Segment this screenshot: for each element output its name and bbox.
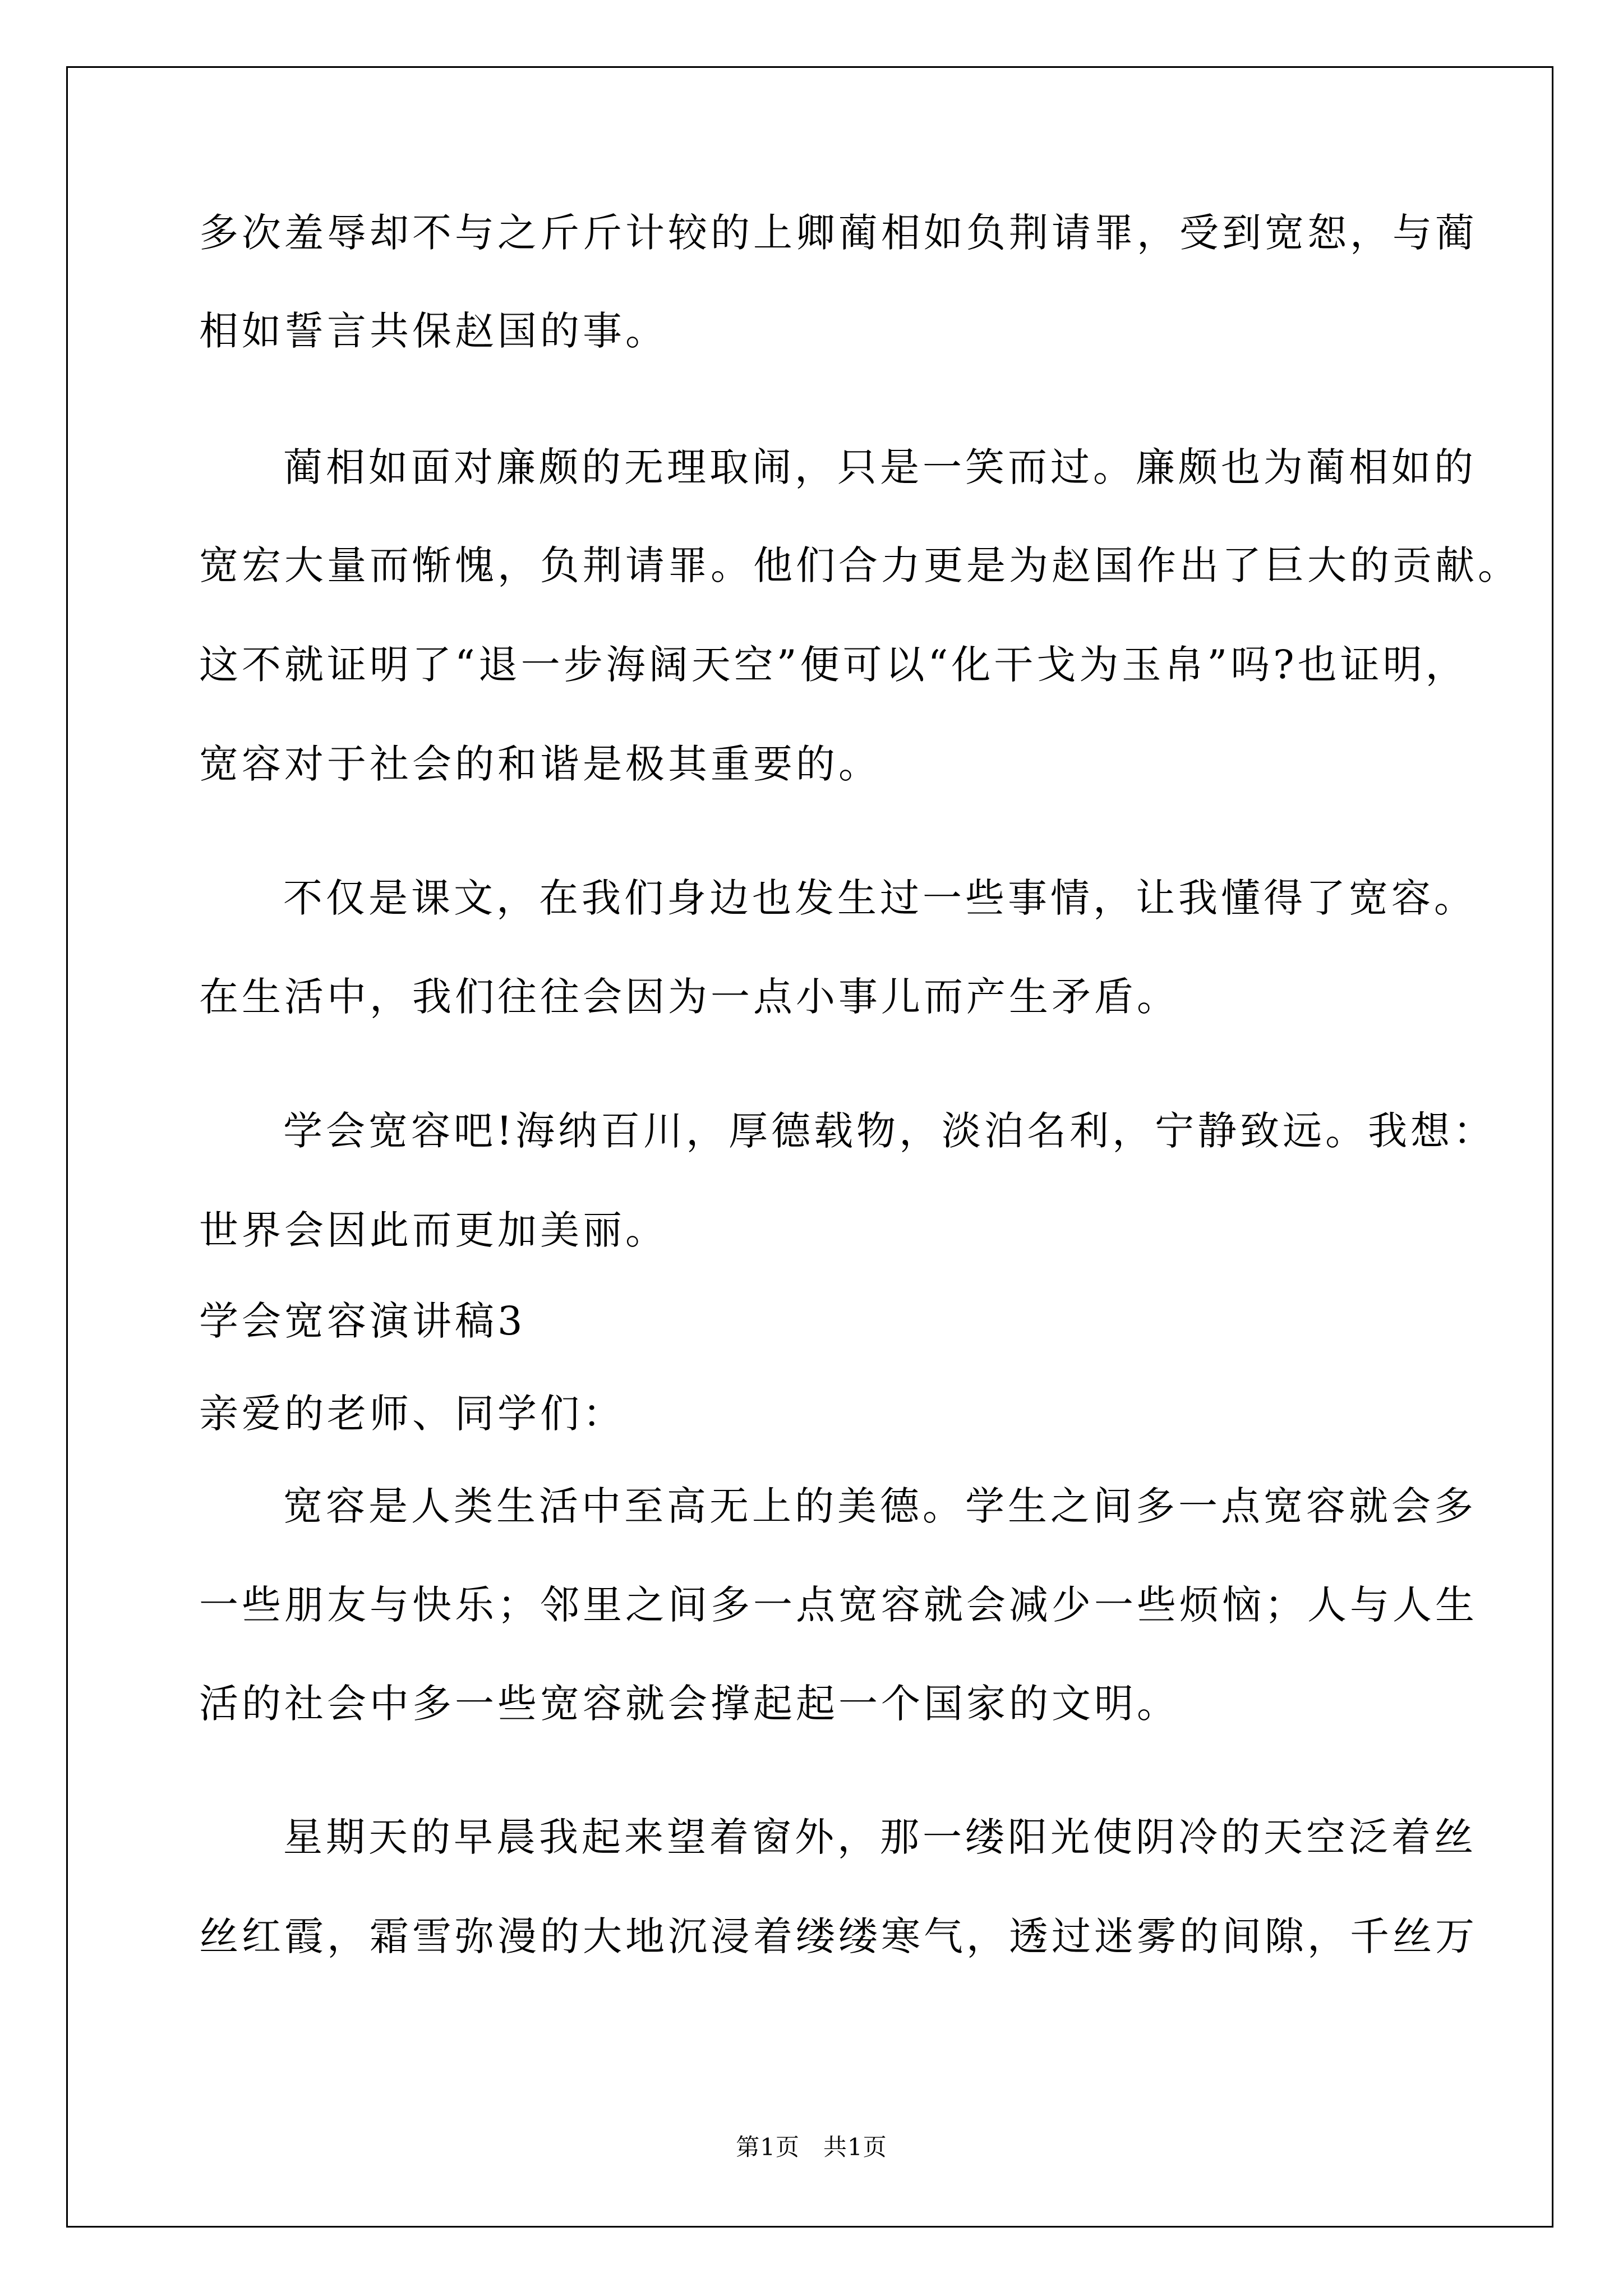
paragraph-line: 世界会因此而更加美丽。 [199, 1207, 668, 1253]
paragraph-line: 一些朋友与快乐；邻里之间多一点宽容就会减少一些烦恼；人与人生 [199, 1582, 1478, 1628]
paragraph-line: 多次羞辱却不与之斤斤计较的上卿蔺相如负荆请罪，受到宽恕，与蔺 [199, 210, 1478, 256]
paragraph-line: 丝红霞，霜雪弥漫的大地沉浸着缕缕寒气，透过迷雾的间隙，千丝万 [199, 1913, 1478, 1959]
paragraph-line: 活的社会中多一些宽容就会撑起起一个国家的文明。 [199, 1681, 1179, 1727]
paragraph-line: 这不就证明了“退一步海阔天空”便可以“化干戈为玉帛”吗?也证明， [199, 642, 1468, 688]
paragraph-line: 学会宽容吧!海纳百川，厚德载物，淡泊名利，宁静致远。我想： [283, 1108, 1496, 1154]
page-footer [0, 2129, 1623, 2162]
paragraph-line: 在生活中，我们往往会因为一点小事儿而产生矛盾。 [199, 974, 1179, 1020]
paragraph-line: 宽容对于社会的和谐是极其重要的。 [199, 741, 881, 787]
page-total: 共1页 [823, 2133, 887, 2161]
page-number: 第1页 [736, 2133, 800, 2161]
paragraph-line: 星期天的早晨我起来望着窗外，那一缕阳光使阴冷的天空泛着丝 [283, 1814, 1477, 1860]
paragraph-line: 蔺相如面对廉颇的无理取闹，只是一笑而过。廉颇也为蔺相如的 [283, 444, 1477, 490]
paragraph-line: 宽容是人类生活中至高无上的美德。学生之间多一点宽容就会多 [283, 1483, 1477, 1529]
salutation: 亲爱的老师、同学们： [199, 1391, 625, 1437]
paragraph-line: 不仅是课文，在我们身边也发生过一些事情，让我懂得了宽容。 [283, 875, 1477, 921]
section-heading: 学会宽容演讲稿3 [199, 1298, 526, 1344]
paragraph-line: 相如誓言共保赵国的事。 [199, 308, 668, 354]
paragraph-line: 宽宏大量而惭愧，负荆请罪。他们合力更是为赵国作出了巨大的贡献。 [199, 542, 1520, 588]
